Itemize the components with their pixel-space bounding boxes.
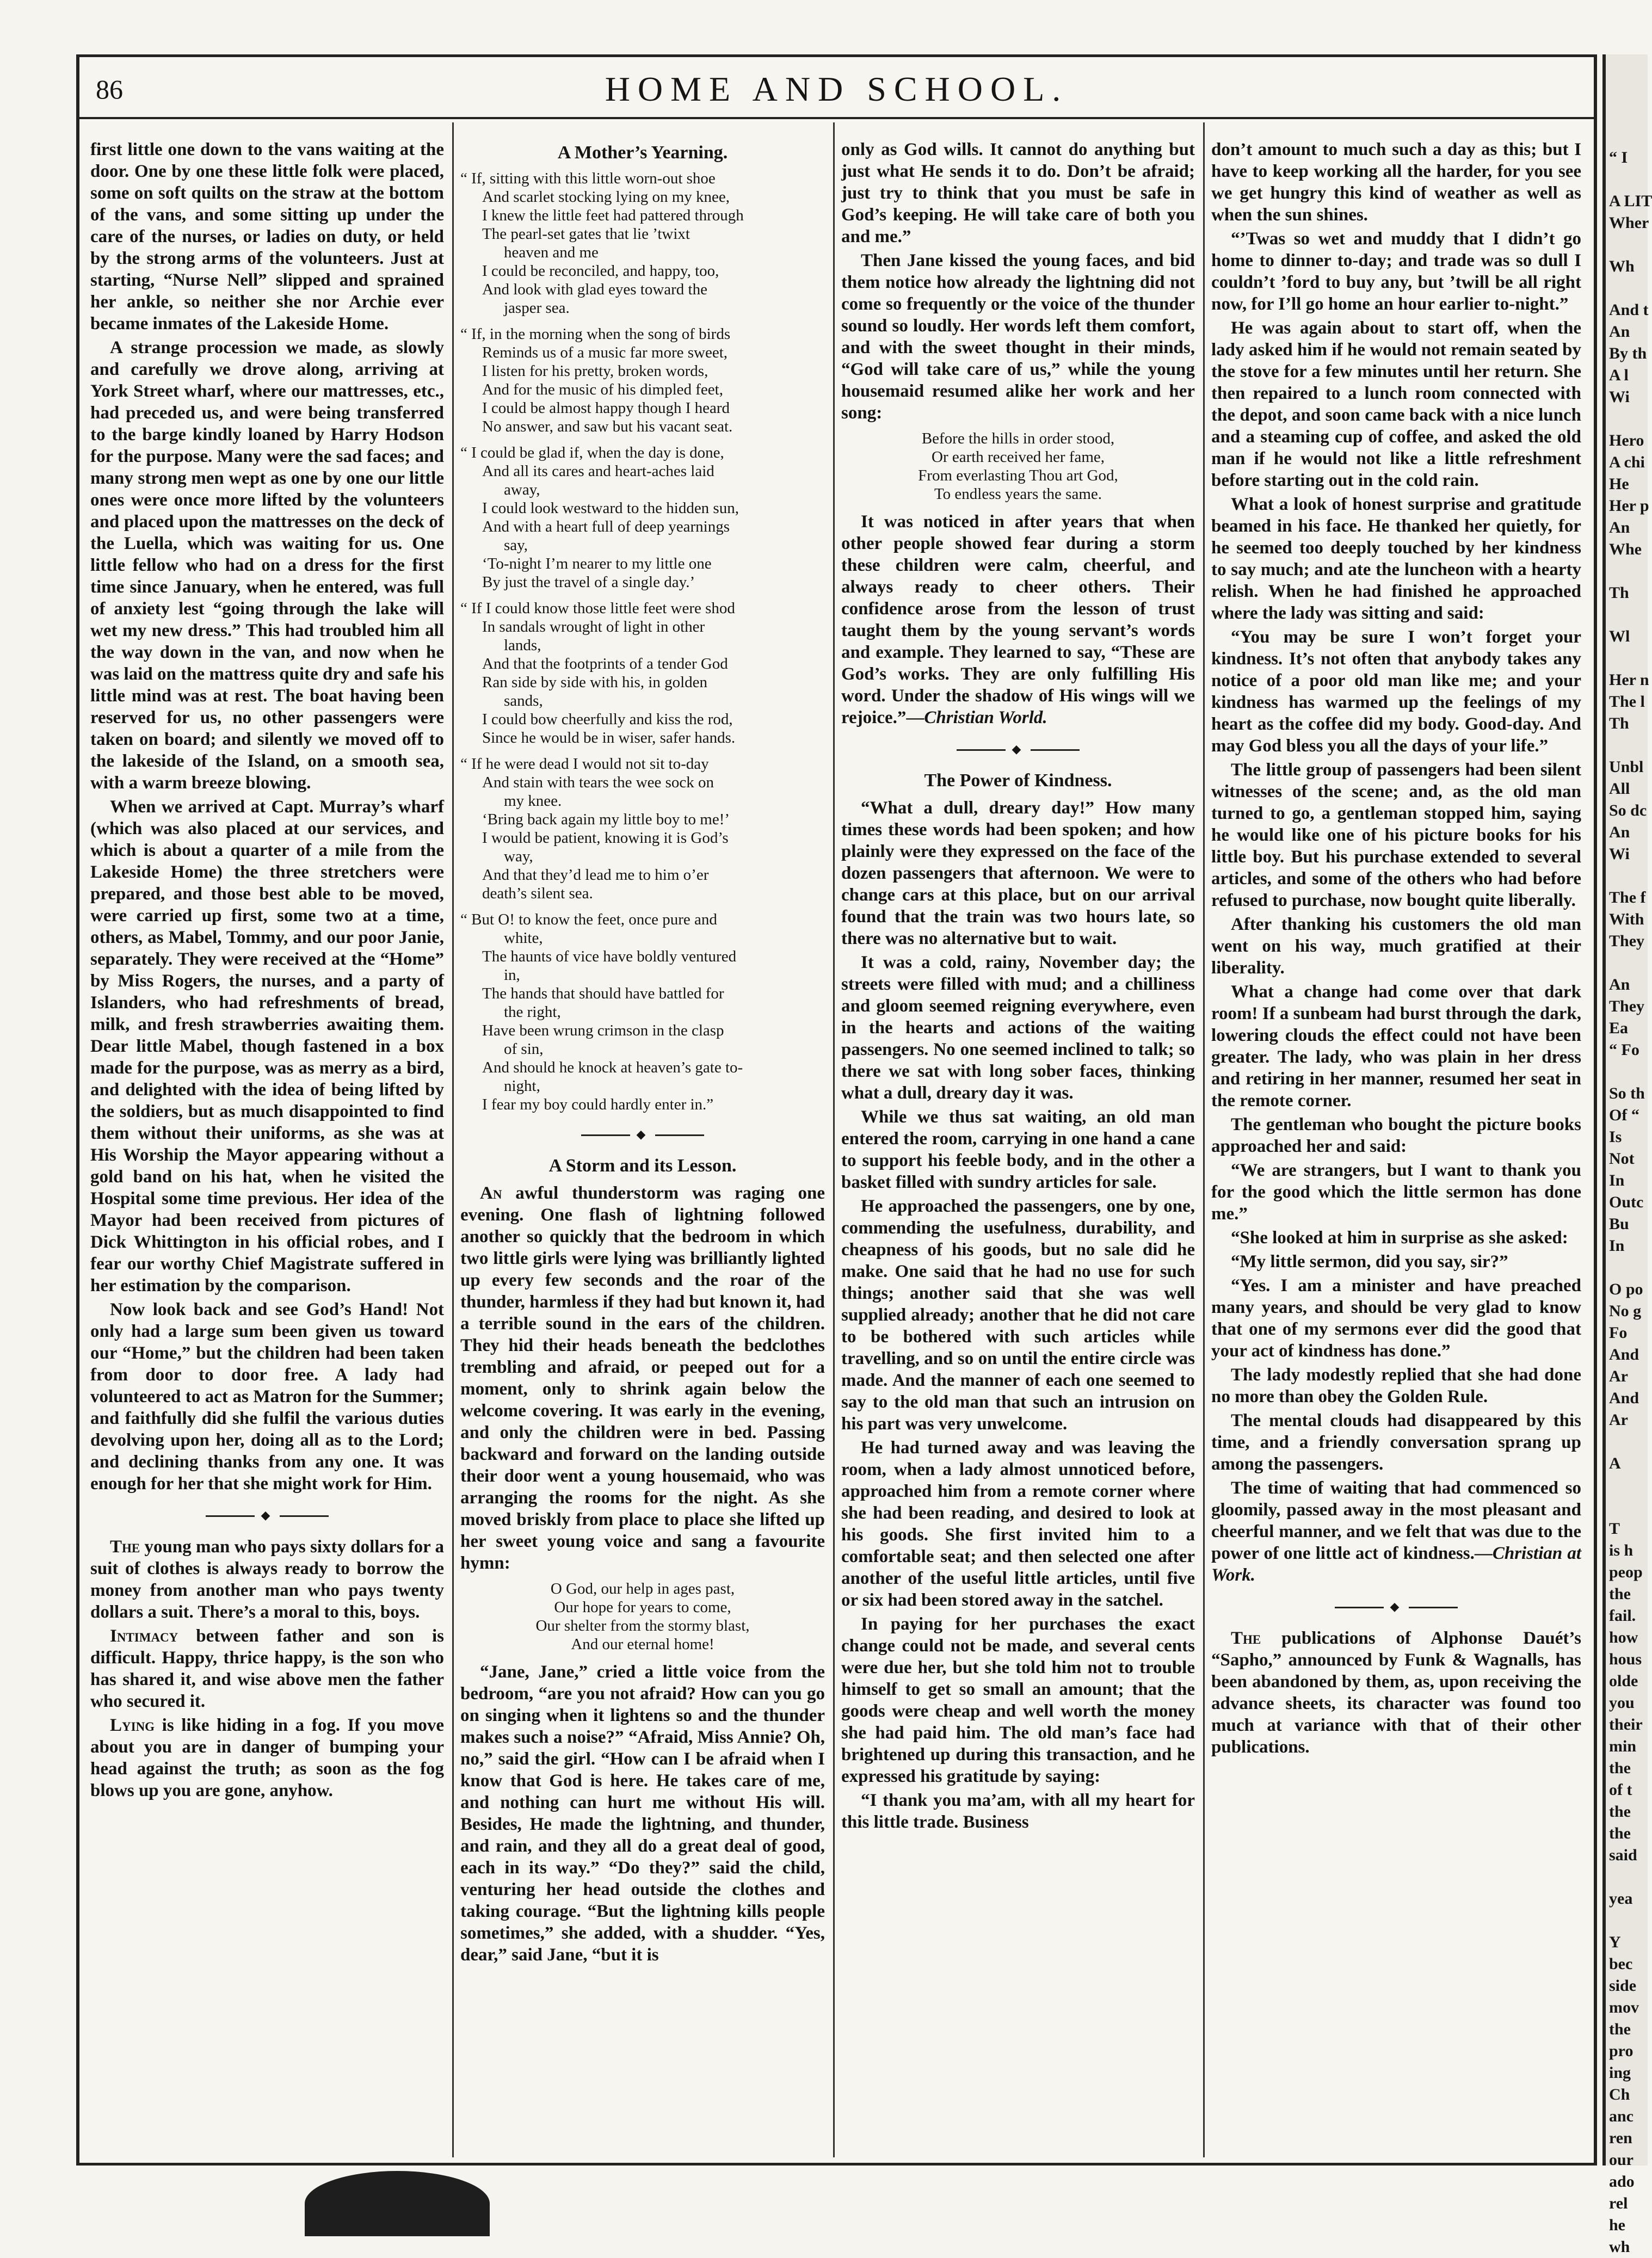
text-line: Ar (1609, 1367, 1628, 1385)
text-line (1609, 647, 1648, 669)
text-line: A chi (1609, 453, 1645, 471)
paragraph: It was a cold, rainy, November day; the streets were filled with mud; and a chilliness and gloom seemed reigning everywhere, even in the hearts and actions of the waiting passengers. No one seemed inclined to talk; so there we sat with long sober faces, thinking what a dull, dreary day it was. (841, 953, 1195, 1103)
text-line: anc (1609, 2107, 1633, 2125)
text-line: pro (1609, 2042, 1633, 2060)
paragraph: What a change had come over that dark room! If a sunbeam had burst through the dark, lowering clouds the effect could not have been greater. The lady, who was plain in her dress and retiring in her manner, resumed her seat in the remote corner. (1211, 982, 1581, 1111)
text-line: Our hope for years to come, (554, 1599, 731, 1616)
paragraph: Then Jane kissed the young faces, and bid them notice how already the lightning did not come so frequently or the voice of the thunder sound so loudly. Her words left them comfort, and with the sweet thought in their minds, “God will take care of us,” while the young housemaid resumed alike her work and her song: (841, 251, 1195, 423)
poem-line: I could bow cheerfully and kiss the rod, (482, 711, 733, 728)
text-line: the (1609, 1585, 1631, 1603)
text-line: The f (1609, 889, 1646, 906)
text-line: Is (1609, 1128, 1622, 1146)
column-2 (460, 139, 825, 2152)
text-line: hous (1609, 1650, 1642, 1668)
text-line: mov (1609, 1998, 1639, 2016)
paragraph (460, 1182, 825, 1574)
text-line: Her p (1609, 497, 1649, 515)
section-divider: ◆ (460, 1124, 825, 1145)
poem-line: Since he would be in wiser, safer hands. (482, 729, 736, 747)
column-3 (841, 139, 1195, 2152)
text-line (1609, 1910, 1648, 1932)
text-line: is h (1609, 1541, 1633, 1559)
text-line (1609, 1475, 1648, 1496)
paragraph-text: publications of Alphonse Dauét’s “Sapho,” announced by Funk & Wagnalls, has been abandoned by them, as, upon receiving the advance sheets, its character was found too much at variance with that of their other publications. (1211, 1628, 1581, 1757)
column-rule (1203, 122, 1205, 2157)
article-title: A Storm and its Lesson. (548, 1156, 737, 1176)
poem-line: I could be almost happy though I heard (482, 399, 730, 417)
poem-line: Have been wrung crimson in the clasp (482, 1022, 724, 1039)
text-line: O God, our help in ages past, (550, 1580, 735, 1597)
poem-line: The haunts of vice have boldly ventured (482, 948, 737, 965)
text-line: A LIT (1609, 192, 1652, 210)
text-line: ado (1609, 2173, 1635, 2191)
text-line: you (1609, 1694, 1635, 1712)
text-line: From everlasting Thou art God, (918, 467, 1118, 484)
lead-word: Intimacy (110, 1626, 178, 1646)
text-line: rel (1609, 2194, 1628, 2212)
poem-line: I could be reconciled, and happy, too, (482, 262, 719, 280)
poem-line: of sin, (504, 1040, 544, 1058)
text-line: our (1609, 2151, 1633, 2169)
poem-line: I knew the little feet had pattered through (482, 207, 744, 224)
paragraph: “Yes. I am a minister and have preached many years, and should be very glad to know that one of my sermons ever did the good that your act of kindness has done.” (1211, 1276, 1581, 1361)
text-line: In (1609, 1237, 1625, 1255)
paragraph: first little one down to the vans waiting at the door. One by one these little folk were placed, some on soft quilts on the straw at the bottom of the vans, and some sitting up under the care of the nurses, or ladies on duty, or held by the strong arms of the volunteers. Just at starting, “Nurse Nell” slipped and sprained her ankle, so neither she nor Archie ever became inmates of the Lakeside Home. (90, 140, 444, 334)
poem-title: A Mother’s Yearning. (557, 143, 728, 163)
paragraph: The mental clouds had disappeared by this time, and a friendly conversation sprang up among the passengers. (1211, 1411, 1581, 1474)
paragraph: “You may be sure I won’t forget your kindness. It’s not often that anybody takes any notice of a poor old man like me; and your kindness has warmed up the feelings of my heart as the coffee did my body. Good-day. And may God bless you all the days of your life.” (1211, 627, 1581, 756)
poem (460, 169, 825, 1114)
poem-line: I could look westward to the hidden sun, (482, 499, 739, 517)
poem-line: sands, (504, 692, 543, 710)
paragraph: The gentleman who bought the picture books approached her and said: (1211, 1115, 1581, 1156)
text-line (1609, 1257, 1648, 1279)
adjacent-page-fragments (1606, 54, 1652, 2258)
text-line: “ Fo (1609, 1041, 1639, 1059)
text-line: the (1609, 2020, 1631, 2038)
text-line (1609, 735, 1648, 756)
text-line: And (1609, 1389, 1639, 1407)
poem-line: And all its cares and heart-aches laid (482, 462, 714, 480)
paragraph: After thanking his customers the old man went on his way, much gratified at their liberality. (1211, 915, 1581, 978)
stanza (460, 443, 825, 591)
text-line: “ I (1609, 149, 1628, 166)
poem-line: Reminds us of a music far more sweet, (482, 344, 728, 361)
text-line (1609, 1496, 1648, 1518)
paragraph-text: The time of waiting that had commenced so gloomily, passed away in the most pleasant and cheerful manner, and we felt that was due to the power of one little act of kindness.— (1211, 1478, 1581, 1563)
paragraph: “Jane, Jane,” cried a little voice from the bedroom, “are you not afraid? How can you go on singing when it lightens so and the thunder makes such a noise?” “Afraid, Miss Annie? Oh, no,” said the girl. “How can I be afraid when I know that God is here. He takes care of me, and nothing can hurt me without His will. Besides, He made the lightning, and thunder, and rain, and they all do a great deal of good, each in its way.” “Do they?” said the child, venturing her head outside the clothes and taking courage. “But the lightning kills people sometimes,” she added, with a shudder. “Yes, dear,” said Jane, “but it is (460, 1662, 825, 1965)
text-line: ing (1609, 2064, 1631, 2082)
text-line (1609, 560, 1648, 582)
paragraph: He was again about to start off, when the lady asked him if he would not remain seated by the stove for a few minutes until her return. She then repaired to a lunch room connected with the depot, and soon came back with a nice lunch and a steaming cup of coffee, and asked the old man if he would not like a little refreshment before starting out in the cold rain. (1211, 318, 1581, 490)
poem-line: Ran side by side with his, in golden (482, 674, 708, 691)
text-line: To endless years the same. (934, 485, 1102, 503)
column-1 (90, 139, 444, 2152)
paragraph: While we thus sat waiting, an old man entered the room, carrying in one hand a cane to support his feeble body, and in the other a basket filled with sundry articles for sale. (841, 1107, 1195, 1192)
stanza (460, 910, 825, 1114)
stanza (460, 325, 825, 436)
column-rule (833, 122, 835, 2157)
poem-line: And look with glad eyes toward the (482, 281, 707, 298)
paragraph: only as God wills. It cannot do anything but just what He sends it to do. Don’t be afraid; just try to think that you must be safe in God’s keeping. He will take care of both you and me.” (841, 140, 1195, 246)
running-title: HOME AND SCHOOL. (605, 70, 1069, 108)
poem-line: death’s silent sea. (482, 885, 593, 902)
text-line: And t (1609, 301, 1649, 319)
poem-line: And stain with tears the wee sock on (482, 774, 714, 791)
text-line: he (1609, 2216, 1625, 2234)
paragraph: In paying for her purchases the exact change could not be made, and several cents were due her, but she told him not to trouble himself to get so small an amount; that the goods were cheap and well worth the money she had paid him. The old man’s face had brightened up during this transaction, and he expressed his gratitude by saying: (841, 1614, 1195, 1786)
text-line: Th (1609, 714, 1629, 732)
text-line: With (1609, 910, 1644, 928)
stanza (460, 169, 825, 317)
text-line: So dc (1609, 801, 1647, 819)
poem-line: “ If, in the morning when the song of birds (460, 325, 731, 343)
newspaper-page (76, 54, 1597, 2166)
text-line (1609, 277, 1648, 299)
poem-line: my knee. (504, 792, 562, 810)
text-line: Unbl (1609, 758, 1644, 776)
text-line: T (1609, 1520, 1620, 1538)
text-line: Th (1609, 584, 1629, 602)
paragraph: What a look of honest surprise and gratitude beamed in his face. He thanked her quietly, for he seemed too deeply touched by her kindness to say much; and ate the luncheon with a hearty relish. When he had finished he approached where the lady was sitting and said: (1211, 495, 1581, 623)
text-line: Before the hills in order stood, (921, 430, 1115, 447)
poem-line: “ If, sitting with this little worn-out shoe (460, 170, 716, 187)
paragraph: “She looked at him in surprise as she asked: (1231, 1228, 1568, 1248)
paragraph-text: is like hiding in a fog. If you move about you are in danger of bumping your head against the truth; as soon as the fog blows up you are gone, anyhow. (90, 1716, 444, 1800)
page-number: 86 (96, 74, 123, 104)
poem-line: I listen for his pretty, broken words, (482, 362, 708, 380)
poem-line: “ I could be glad if, when the day is done, (460, 444, 724, 461)
paragraph (1211, 1627, 1581, 1758)
poem-line: The hands that should have battled for (482, 985, 724, 1002)
paragraph: “My little sermon, did you say, sir?” (1231, 1252, 1508, 1272)
section-divider: ◆ (90, 1504, 444, 1526)
poem-line: ‘To-night I’m nearer to my little one (482, 555, 712, 572)
text-line: Fo (1609, 1324, 1628, 1342)
text-line: They (1609, 997, 1645, 1015)
text-line: All (1609, 780, 1630, 798)
stanza (460, 599, 825, 747)
poem-line: “ If I could know those little feet were shod (460, 600, 735, 617)
section-divider: ◆ (1211, 1596, 1581, 1618)
text-line (1609, 1431, 1648, 1453)
text-line: The l (1609, 693, 1645, 711)
poem-line: lands, (504, 637, 541, 654)
text-line: Of “ (1609, 1106, 1639, 1124)
text-line: Not (1609, 1150, 1635, 1168)
adjacent-page-edge (1602, 54, 1652, 2256)
text-line: No g (1609, 1302, 1642, 1320)
paragraph: When we arrived at Capt. Murray’s wharf (which was also placed at our services, and which is about a quarter of a mile from the Lakeside Home) the three stretchers were prepared, and those best able to be moved, were carried up first, some two at a time, others, as Mabel, Tommy, and our poor Janie, separately. They were received at the “Home” by Miss Rogers, the nurses, and a party of Islanders, who had refreshments of bread, milk, and fresh strawberries awaiting them. Dear little Mabel, though fastened in a box made for the purpose, was as merry as a bird, and delighted with the idea of being lifted by the soldiers, but as much disappointed to find them without their uniforms, as she was at His Worship the Mayor appearing without a gold band on his hat, when he visited the Hospital some time previous. Her idea of the Mayor had been received from pictures of Dick Whittington in his official robes, and I fear our worthy Chief Magistrate suffered in her estimation by the comparison. (90, 797, 444, 1295)
poem-line: And should he knock at heaven’s gate to- (482, 1059, 743, 1076)
paragraph (90, 1625, 444, 1712)
paragraph: don’t amount to much such a day as this; but I have to keep working all the harder, for you see we get hungry this kind of weather as well as when the sun shines. (1211, 140, 1581, 225)
text-line: Wi (1609, 388, 1630, 406)
lead-word: The (1231, 1628, 1261, 1648)
poem-line: the right, (504, 1003, 561, 1021)
poem-line: I fear my boy could hardly enter in.” (482, 1096, 714, 1113)
text-line: An (1609, 823, 1630, 841)
text-line: Ar (1609, 1411, 1628, 1429)
text-line: Or earth received her fame, (932, 448, 1105, 466)
text-line: Her n (1609, 671, 1649, 689)
text-line (1609, 1866, 1648, 1888)
text-line: how (1609, 1628, 1638, 1646)
hymn-verse (841, 429, 1195, 503)
text-line: Ch (1609, 2086, 1630, 2103)
text-line: min (1609, 1737, 1637, 1755)
text-line (1609, 604, 1648, 626)
text-line: Hero (1609, 431, 1644, 449)
paragraph: “’Twas so wet and muddy that I didn’t go home to dinner to-day; and trade was so dull I couldn’t ’ford to buy any, but ’twill be all right now, for I’ll go home an hour earlier to-night.” (1211, 229, 1581, 314)
poem-line: “ But O! to know the feet, once pure and (460, 911, 717, 928)
paragraph: “We are strangers, but I want to thank you for the good which the little sermon has done me.” (1211, 1161, 1581, 1224)
text-line: the (1609, 1824, 1631, 1842)
text-line (1609, 865, 1648, 887)
poem-line: The pearl-set gates that lie ’twixt (482, 225, 690, 243)
text-line: Y (1609, 1933, 1621, 1951)
poem-line: way, (504, 848, 533, 865)
poem-line: And with a heart full of deep yearnings (482, 518, 730, 535)
source-credit: Christian at Work. (1211, 1544, 1581, 1585)
column-rule (452, 122, 454, 2157)
text-line: Wh (1609, 257, 1635, 275)
text-line: An (1609, 519, 1630, 536)
paragraph: The little group of passengers had been silent witnesses of the scene; and, as the old man turned to go, a gentleman stopped him, saying he would like one of his picture books for his little boy. But his purchase extended to several articles, and some of the others who had before refused to purchase, now bought quite liberally. (1211, 760, 1581, 910)
column-4 (1211, 139, 1581, 2152)
paragraph: A strange procession we made, as slowly and carefully we drove along, arriving at York Street wharf, where our mattresses, etc., had preceded us, and were being transferred to the barge kindly loaned by Harry Hodson for the purpose. Many were the sad faces; and many strong men wept as one by one our little ones were once more lifted by the volunteers and placed upon the mattresses on the deck of the Luella, which was waiting for us. One little fellow who had on a dress for the first time since January, when he entered, was full of anxiety lest “going through the lake will wet my new dress.” This had troubled him all the way down in the van, and now when he was laid on the mattress quite dry and safe his little mind was at rest. The boat having been reserved for us, no other passengers were taken on board; and silently we moved off to the lakeside of the Island, on a smooth sea, with a warm breeze blowing. (90, 338, 444, 793)
text-line: Wi (1609, 845, 1630, 863)
text-line: the (1609, 1759, 1631, 1777)
paragraph (841, 511, 1195, 729)
poem-line: And for the music of his dimpled feet, (482, 381, 723, 398)
paragraph: He approached the passengers, one by one, commending the usefulness, durability, and cheapness of his goods, but no sale did he make. One said that he had no use for such things; another said that she was well supplied already; another that he did not care to be bothered with such articles while travelling, and so on until the entire circle was made. And the manner of each one seemed to say to the old man that such an intrusion on his part was very unwelcome. (841, 1196, 1195, 1434)
text-line: side (1609, 1977, 1637, 1995)
page-header (79, 57, 1594, 119)
poem-line: jasper sea. (504, 299, 570, 317)
paragraph (90, 1536, 444, 1623)
poem-line: night, (504, 1077, 540, 1095)
text-line: An (1609, 323, 1630, 341)
poem-line: I would be patient, knowing it is God’s (482, 829, 729, 847)
poem-line: No answer, and saw but his vacant seat. (482, 418, 733, 435)
text-line (1609, 952, 1648, 974)
lead-word: Lying (110, 1716, 155, 1735)
text-line: Our shelter from the stormy blast, (535, 1617, 750, 1634)
lead-word: An (480, 1183, 502, 1203)
text-line: Wher (1609, 214, 1649, 232)
text-line: peop (1609, 1563, 1643, 1581)
poem-line: “ If he were dead I would not sit to-day (460, 755, 709, 773)
text-line: of t (1609, 1781, 1632, 1799)
text-line: A l (1609, 366, 1629, 384)
poem-line: ‘Bring back again my little boy to me!’ (482, 811, 730, 828)
paragraph-text: It was noticed in after years that when other people showed fear during a storm these children were calm, cheerful, and always ready to cheer others. Their confidence arose from the lesson of trust taught them by the young servant’s words and example. They learned to say, “These are God’s works. They are only fulfilling His word. Under the shadow of His wings will we rejoice.”— (841, 512, 1195, 727)
paragraph-text: young man who pays sixty dollars for a suit of clothes is always ready to borrow the money from another man who pays twenty dollars a suit. There’s a moral to this, boys. (90, 1537, 444, 1622)
text-line: the (1609, 1803, 1631, 1821)
text-line: O po (1609, 1280, 1643, 1298)
stanza (460, 755, 825, 903)
ink-blot (305, 2171, 490, 2236)
poem-line: And that the footprints of a tender God (482, 655, 728, 673)
source-credit: Christian World. (924, 708, 1047, 727)
text-line (1609, 169, 1648, 190)
paragraph: “I thank you ma’am, with all my heart for this little trade. Business (841, 1791, 1195, 1832)
article-title: The Power of Kindness. (924, 770, 1112, 791)
text-line: wh (1609, 2238, 1630, 2256)
poem-line: away, (504, 481, 540, 498)
paragraph-text: between father and son is difficult. Happy, thrice happy, is the son who has shared it, and wise above men the father who secured it. (90, 1626, 444, 1711)
text-line (1609, 1061, 1648, 1083)
paragraph-text: awful thunderstorm was raging one evening. One flash of lightning followed another so quickly that the bedroom in which two little girls were lying was brilliantly lighted up every few seconds and the roar of the thunder, harmless if they had but known it, had a terrible sound in the ears of the children. They hid their heads beneath the bedclothes trembling and afraid, or peeped out for a moment, only to shrink again below the welcome covering. It was early in the evening, and only the children were in bed. Passing backward and forward on the landing outside their door went a young housemaid, who was arranging the rooms for the night. As she moved briskly from place to place she lifted up her sweet young voice and sang a favourite hymn: (460, 1183, 825, 1573)
text-line: He (1609, 475, 1629, 493)
text-line: ren (1609, 2129, 1632, 2147)
text-line: Bu (1609, 1215, 1629, 1233)
paragraph (1211, 1477, 1581, 1586)
text-line: fail. (1609, 1607, 1636, 1625)
poem-line: And that they’d lead me to him o’er (482, 866, 709, 884)
poem-line: heaven and me (504, 244, 599, 261)
text-line: Wl (1609, 627, 1630, 645)
text-line (1609, 234, 1648, 256)
text-line: And (1609, 1346, 1639, 1364)
text-line: An (1609, 976, 1630, 994)
text-line: olde (1609, 1672, 1638, 1690)
poem-line: in, (504, 966, 520, 984)
text-line: their (1609, 1716, 1643, 1733)
text-line: So th (1609, 1084, 1645, 1102)
text-line: yea (1609, 1890, 1633, 1908)
paragraph: Now look back and see God’s Hand! Not only had a large sum been given us toward our “Home,” but the children had been taken from door to door free. A lady had volunteered to act as Matron for the Summer; and faithfully did she fulfil the various duties devolving upon her, doing all as to the Lord; and declining thanks from any one. It was enough for her that she might work for Him. (90, 1300, 444, 1494)
text-line: bec (1609, 1955, 1633, 1973)
poem-line: white, (504, 929, 543, 947)
poem-line: And scarlet stocking lying on my knee, (482, 188, 730, 206)
hymn-verse (460, 1580, 825, 1654)
poem-line: say, (504, 536, 528, 554)
paragraph: “What a dull, dreary day!” How many times these words had been spoken; and how plainly were they expressed on the face of the dozen passengers that afternoon. We were to change cars at this place, but on our arrival found that the train was two hours late, so there was no alternative but to wait. (841, 798, 1195, 948)
paragraph: He had turned away and was leaving the room, when a lady almost unnoticed before, approached him from a remote corner where she had been reading, and desired to look at his goods. She first invited him to a comfortable seat; and then selected one after another of the useful little articles, until five or six had been stored away in the satchel. (841, 1438, 1195, 1610)
poem-line: By just the travel of a single day.’ (482, 573, 695, 591)
paragraph: The lady modestly replied that she had done no more than obey the Golden Rule. (1211, 1365, 1581, 1406)
paragraph (90, 1714, 444, 1802)
text-line: said (1609, 1846, 1637, 1864)
text-line: And our eternal home! (571, 1636, 714, 1653)
text-line: They (1609, 932, 1645, 950)
text-line: By th (1609, 344, 1647, 362)
text-line: Ea (1609, 1019, 1629, 1037)
poem-line: In sandals wrought of light in other (482, 618, 705, 636)
lead-word: The (110, 1537, 140, 1557)
text-line: Whe (1609, 540, 1642, 558)
text-line: In (1609, 1171, 1625, 1189)
text-line: A (1609, 1454, 1621, 1472)
text-line (1609, 408, 1648, 430)
section-divider: ◆ (841, 738, 1195, 760)
text-line: Outc (1609, 1193, 1644, 1211)
